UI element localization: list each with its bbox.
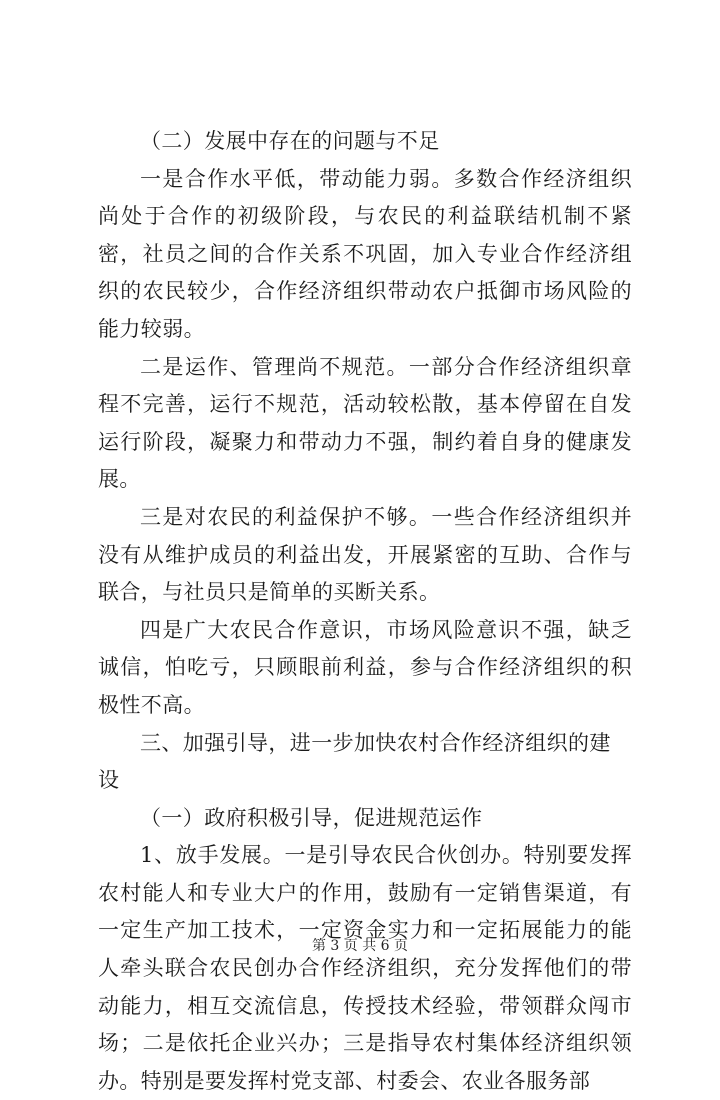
page-number-footer: 第 3 页 共 6 页: [311, 938, 409, 954]
paragraph-problem-1: 一是合作水平低，带动能力弱。多数合作经济组织尚处于合作的初级阶段，与农民的利益联结机制不紧密，社员之间的合作关系不巩固，加入专业合作经济组织的农民较少，合作经济组织带动农户抵御市场风险的能力较弱。: [98, 166, 632, 341]
section-subheading-guidance: （一）政府积极引导，促进规范运作: [140, 805, 483, 830]
section-subheading-problems: （二）发展中存在的问题与不足: [140, 129, 440, 153]
paragraph-develop: 1、放手发展。一是引导农民合伙创办。特别要发挥农村能人和专业大户的作用，鼓励有一定销售渠道，有一定生产加工技术，一定资金实力和一定拓展能力的能人牵头联合农民创办合作经济组织，充分发挥他们的带动能力，相互交流信息，传授技术经验，带领群众闯市场；二是依托企业兴办；三是指导农村集体经济组织领办。特别是要发挥村党支部、村委会、农业各服务部: [98, 843, 632, 1093]
paragraph-problem-4: 四是广大农民合作意识，市场风险意识不强，缺乏诚信，怕吃亏，只顾眼前利益，参与合作经济组织的积极性不高。: [98, 617, 632, 717]
paragraph-problem-3: 三是对农民的利益保护不够。一些合作经济组织并没有从维护成员的利益出发，开展紧密的互助、合作与联合，与社员只是简单的买断关系。: [98, 504, 632, 605]
paragraph-problem-2: 二是运作、管理尚不规范。一部分合作经济组织章程不完善，运行不规范，活动较松散，基本停留在自发运行阶段，凝聚力和带动力不强，制约着自身的健康发展。: [98, 354, 632, 492]
section-heading-3: 三、加强引导，进一步加快农村合作经济组织的建设: [98, 730, 611, 793]
